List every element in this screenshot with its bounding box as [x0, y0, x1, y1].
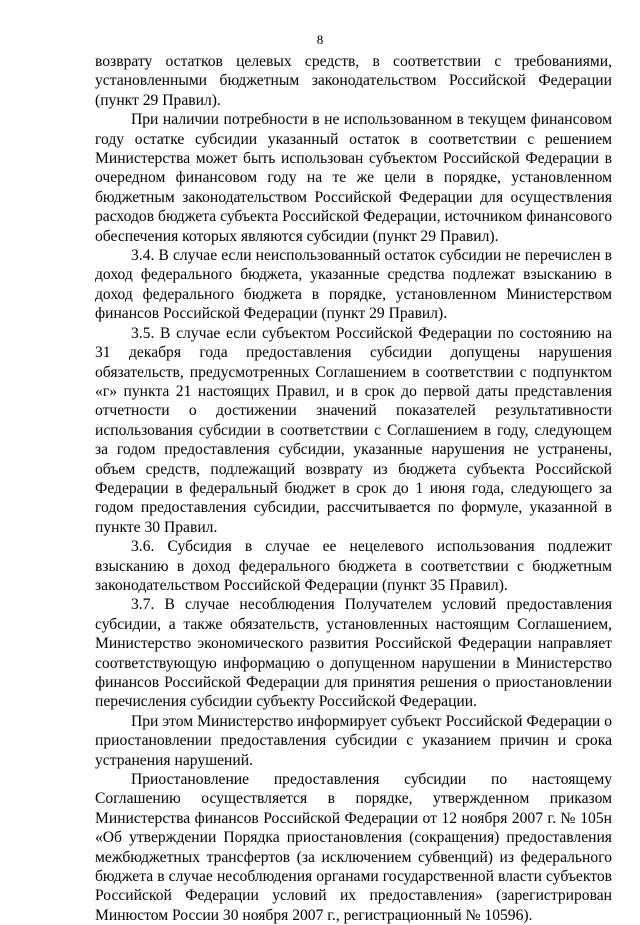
paragraph-unused-balance: При наличии потребности в не использованном в текущем финансовом году остатке субсидии указанный остаток в соответствии с решением Министерства может быть использован субъектом Российской Федерации в очередном финансовом году на те же цели в порядке, установленном бюджетным законодательством Российской Федерации для осуществления расходов бюджета субъекта Российской Федерации, источником финансового обеспечения которых являются субсидии (пункт 29 Правил). — [95, 111, 612, 245]
paragraph-continuation: возврату остатков целевых средств, в соответствии с требованиями, установленными бюджетным законодательством Российской Федерации (пункт 29 Правил). — [95, 53, 612, 109]
document-body — [95, 52, 612, 925]
paragraph-clause-3-5: 3.5. В случае если субъектом Российской Федерации по состоянию на 31 декабря года предоставления субсидии допущены нарушения обязательств, предусмотренных Соглашением в соответствии с подпунктом «г» пункта 21 настоящих Правил, и в срок до первой даты представления отчетности о достижении значений показателей результативности использования субсидии в соответствии с Соглашением в году, следующем за годом предоставления субсидии, указанные нарушения не устранены, объем средств, подлежащий возврату из бюджета субъекта Российской Федерации в федеральный бюджет в срок до 1 июня года, следующего за годом предоставления субсидии, рассчитывается по формуле, указанной в пункте 30 Правил. — [95, 324, 612, 536]
paragraph-clause-3-7: 3.7. В случае несоблюдения Получателем условий предоставления субсидии, а также обязательств, установленных настоящим Соглашением, Министерство экономического развития Российской Федерации направляет соответствующую информацию о допущенном нарушении в Министерство финансов Российской Федерации для принятия решения о приостановлении перечисления субсидии субъекту Российской Федерации. — [95, 596, 612, 711]
paragraph-ministry-informs: При этом Министерство информирует субъект Российской Федерации о приостановлении предоставления субсидии с указанием причин и срока устранения нарушений. — [95, 712, 612, 769]
page-number: 8 — [316, 32, 324, 47]
paragraph-clause-3-6: 3.6. Субсидия в случае ее нецелевого использования подлежит взысканию в доход федерального бюджета в соответствии с бюджетным законодательством Российской Федерации (пункт 35 Правил). — [95, 538, 612, 594]
paragraph-clause-3-4: 3.4. В случае если неиспользованный остаток субсидии не перечислен в доход федерального бюджета, указанные средства подлежат взысканию в доход федерального бюджета в порядке, установленном Министерством финансов Российской Федерации (пункт 29 Правил). — [95, 247, 612, 323]
paragraph-suspension-procedure: Приостановление предоставления субсидии по настоящему Соглашению осуществляется в порядке, утвержденном приказом Министерства финансов Российской Федерации от 12 ноября 2007 г. № 105н «Об утверждении Порядка приостановления (сокращения) предоставления межбюджетных трансфертов (за исключением субвенций) из федерального бюджета в случае несоблюдения органами государственной власти субъектов Российской Федерации условий их предоставления» (зарегистрирован Минюстом России 30 ноября 2007 г., регистрационный № 10596). — [95, 771, 612, 924]
